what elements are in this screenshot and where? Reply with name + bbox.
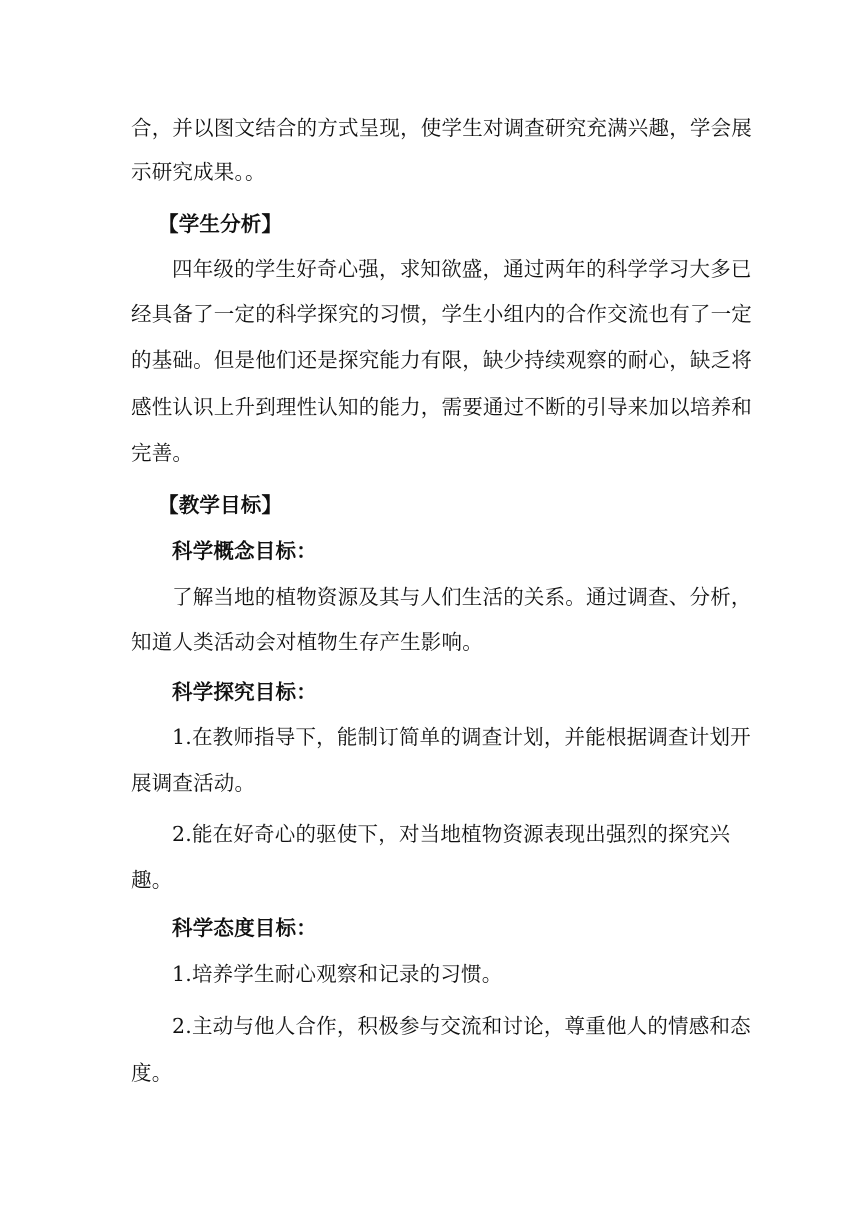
list-item: 1.培养学生耐心观察和记录的习惯。 <box>172 962 503 986</box>
subsection-heading: 科学态度目标： <box>172 916 317 940</box>
text-line: 的基础。但是他们还是探究能力有限，缺少持续观察的耐心，缺乏将 <box>131 348 752 372</box>
list-item: 1.在教师指导下，能制订简单的调查计划，并能根据调查计划开 <box>172 725 751 749</box>
section-heading: 【教学目标】 <box>158 493 283 517</box>
paragraph-first-line: 了解当地的植物资源及其与人们生活的关系。通过调查、分析， <box>172 585 752 609</box>
text-line: 知道人类活动会对植物生存产生影响。 <box>131 630 483 654</box>
list-item: 2.能在好奇心的驱使下，对当地植物资源表现出强烈的探究兴 <box>172 822 731 846</box>
text-line: 示研究成果。。 <box>131 160 266 184</box>
text-line: 完善。 <box>131 441 194 465</box>
text-line: 趣。 <box>131 868 173 892</box>
text-line: 经具备了一定的科学探究的习惯，学生小组内的合作交流也有了一定 <box>131 302 752 326</box>
text-line: 展调查活动。 <box>131 771 256 795</box>
subsection-heading: 科学探究目标： <box>172 680 317 704</box>
list-item: 2.主动与他人合作，积极参与交流和讨论，尊重他人的情感和态 <box>172 1014 751 1038</box>
subsection-heading: 科学概念目标： <box>172 539 317 563</box>
text-line: 度。 <box>131 1061 173 1085</box>
paragraph-first-line: 四年级的学生好奇心强，求知欲盛，通过两年的科学学习大多已 <box>172 257 752 281</box>
text-line: 合，并以图文结合的方式呈现，使学生对调查研究充满兴趣，学会展 <box>131 116 752 140</box>
section-heading: 【学生分析】 <box>158 212 283 236</box>
text-line: 感性认识上升到理性认知的能力，需要通过不断的引导来加以培养和 <box>131 395 752 419</box>
